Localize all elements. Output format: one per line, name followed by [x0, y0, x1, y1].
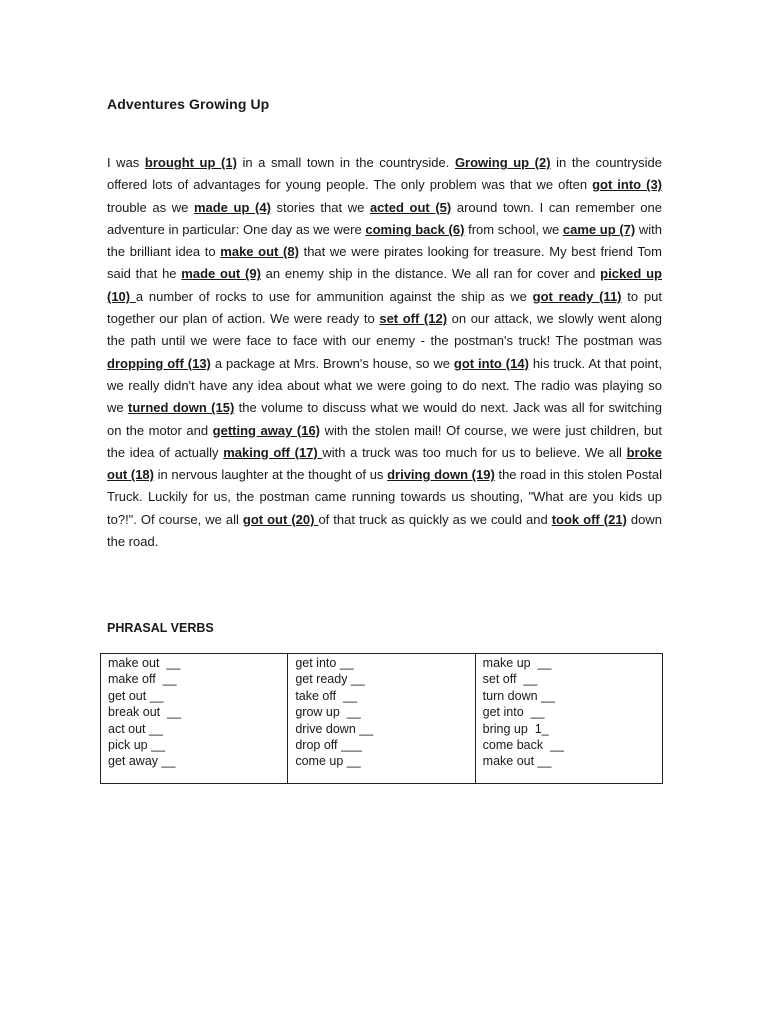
phrasal-verb-highlight: broke out (18)	[107, 444, 662, 483]
phrasal-verb-highlight: set off (12)	[379, 311, 448, 327]
phrasal-verb-highlight: picked up (10)	[107, 266, 662, 304]
story-text: a package at Mrs. Brown's house, so we	[210, 355, 454, 371]
story-text: with a truck was too much for us to believe. We all	[322, 444, 627, 460]
list-item: grow up __	[295, 705, 361, 720]
story-text: trouble as we	[107, 199, 194, 215]
phrasal-verb-highlight: Growing up (2)	[454, 155, 551, 170]
story-text: around town. I can remember one adventure in particular: One day as we were	[107, 199, 662, 237]
phrasal-verb-highlight: coming back (6)	[365, 221, 465, 237]
list-item: break out __	[108, 705, 181, 720]
story-text: with the brilliant idea to	[107, 221, 662, 260]
list-item: pick up __	[108, 738, 165, 753]
phrasal-verb-highlight: getting away (16)	[212, 422, 321, 438]
list-item: make out __	[482, 754, 552, 769]
list-item: get ready __	[295, 672, 365, 687]
list-item: make off __	[108, 672, 177, 687]
section-heading: PHRASAL VERBS	[107, 621, 214, 635]
table-column-2	[288, 654, 475, 784]
phrasal-verb-highlight: got into (3)	[592, 177, 662, 193]
phrasal-verb-highlight: got into (14)	[453, 355, 529, 371]
story-text: stories that we	[270, 199, 370, 215]
story-text: his truck. At that point, we really didn't have any idea about what we were going to do next. The radio was playing so we	[107, 355, 662, 416]
list-item: act out __	[108, 721, 163, 736]
page-title: Adventures Growing Up	[107, 96, 270, 112]
list-item: take off __	[295, 688, 357, 703]
phrasal-verbs-table	[100, 653, 663, 784]
story-text: an enemy ship in the distance. We all ran for cover and	[260, 266, 601, 282]
phrasal-verb-highlight: got out (20)	[242, 511, 319, 527]
table-column-3	[475, 654, 662, 784]
phrasal-verb-highlight: make out (8)	[220, 244, 299, 260]
phrasal-verb-highlight: took off (21)	[551, 511, 627, 527]
phrasal-verb-highlight: made up (4)	[193, 199, 271, 215]
story-text: of that truck as quickly as we could and	[318, 511, 552, 527]
list-item: come up __	[295, 754, 361, 769]
story-text: a number of rocks to use for ammunition against the ship as we	[135, 288, 533, 304]
story-text: down the road.	[107, 511, 662, 550]
list-item: drive down __	[295, 721, 374, 736]
phrasal-verb-highlight: driving down (19)	[387, 467, 495, 483]
list-item: make up __	[482, 656, 552, 670]
story-text: with the stolen mail! Of course, we were just children, but the idea of actually	[107, 422, 662, 460]
phrasal-verb-highlight: made out (9)	[181, 266, 261, 282]
list-item: get away __	[108, 754, 176, 769]
list-item: bring up 1_	[482, 721, 549, 736]
phrasal-verb-highlight: acted out (5)	[369, 199, 452, 215]
story-text: in a small town in the countryside.	[236, 155, 455, 170]
list-item: get out __	[108, 688, 164, 703]
phrasal-verb-highlight: got ready (11)	[532, 288, 622, 304]
list-item: get into __	[482, 705, 545, 720]
list-item: get into __	[295, 656, 354, 670]
list-item: turn down __	[482, 688, 555, 703]
phrasal-verb-highlight: came up (7)	[562, 221, 636, 237]
story-paragraph	[107, 152, 662, 553]
story-text: that we were pirates looking for treasure. My best friend Tom said that he	[107, 244, 662, 282]
story-text: in the countryside offered lots of advantages for young people. The only problem was that we often	[107, 155, 662, 193]
phrasal-verb-highlight: making off (17)	[223, 444, 323, 460]
list-item: make out __	[108, 656, 181, 670]
phrasal-verb-highlight: turned down (15)	[128, 400, 235, 416]
story-text: from school, we	[464, 221, 563, 237]
story-text: the volume to discuss what we would do next. Jack was all for switching on the motor and	[107, 400, 663, 438]
table-row	[101, 654, 663, 784]
table-column-1	[101, 654, 288, 784]
story-text: on our attack, we slowly went along the path until we were face to face with our enemy - the postman's truck! The postman was	[107, 311, 663, 349]
phrasal-verb-highlight: dropping off (13)	[107, 355, 211, 371]
story-text: the road in this stolen Postal Truck. Luckily for us, the postman came running towards us shouting, "What are you kids up to?!". Of course, we all	[107, 467, 662, 527]
list-item: come back __	[482, 738, 564, 753]
story-text: to put together our plan of action. We were ready to	[107, 288, 662, 327]
story-text: I was	[107, 155, 145, 170]
list-item: set off __	[482, 672, 538, 687]
story-text: in nervous laughter at the thought of us	[153, 467, 388, 483]
phrasal-verb-highlight: brought up (1)	[144, 155, 237, 170]
list-item: drop off ___	[295, 738, 362, 753]
